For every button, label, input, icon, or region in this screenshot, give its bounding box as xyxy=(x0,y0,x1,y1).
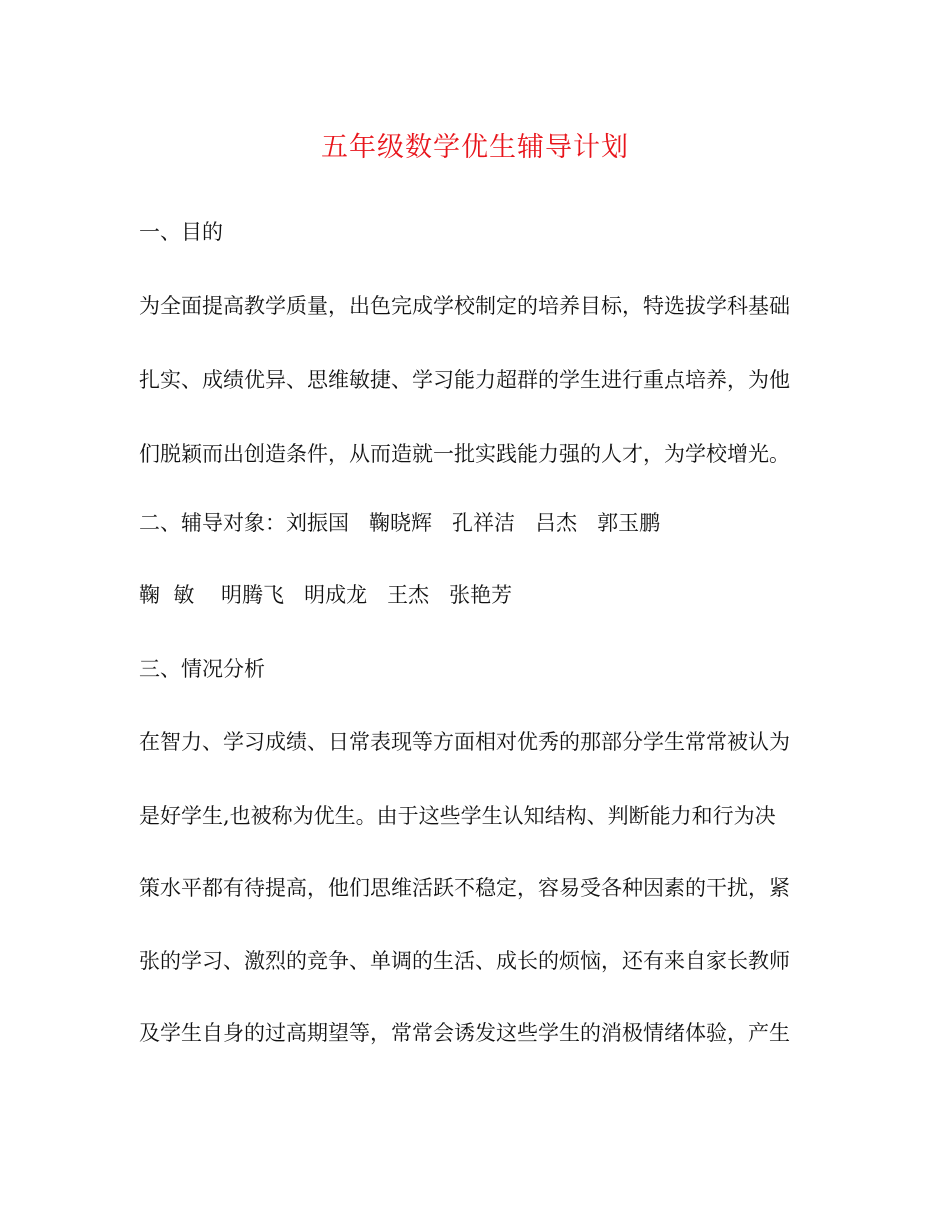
paragraph-line: 是好学生,也被称为优生。由于这些学生认知结构、判断能力和行为决 xyxy=(139,804,776,828)
student-names-line: 鞠 敏 明腾飞 明成龙 王杰 张艳芳 xyxy=(139,583,513,607)
paragraph-line: 为全面提高教学质量，出色完成学校制定的培养目标，特选拔学科基础 xyxy=(139,294,790,318)
paragraph-line: 在智力、学习成绩、日常表现等方面相对优秀的那部分学生常常被认为 xyxy=(139,730,790,754)
paragraph-line: 策水平都有待提高，他们思维活跃不稳定，容易受各种因素的干扰，紧 xyxy=(139,876,790,900)
paragraph-line: 扎实、成绩优异、思维敏捷、学习能力超群的学生进行重点培养，为他 xyxy=(139,368,790,392)
paragraph-line: 们脱颖而出创造条件，从而造就一批实践能力强的人才，为学校增光。 xyxy=(139,442,790,466)
paragraph-line: 张的学习、激烈的竞争、单调的生活、成长的烦恼，还有来自家长教师 xyxy=(139,949,790,973)
section-heading-students: 二、辅导对象：刘振国 鞠晓辉 孔祥洁 吕杰 郭玉鹏 xyxy=(139,511,661,535)
document-title: 五年级数学优生辅导计划 xyxy=(321,132,629,163)
paragraph-line: 及学生自身的过高期望等，常常会诱发这些学生的消极情绪体验，产生 xyxy=(139,1021,790,1045)
section-heading-purpose: 一、目的 xyxy=(139,220,223,244)
section-heading-analysis: 三、情况分析 xyxy=(139,657,265,681)
